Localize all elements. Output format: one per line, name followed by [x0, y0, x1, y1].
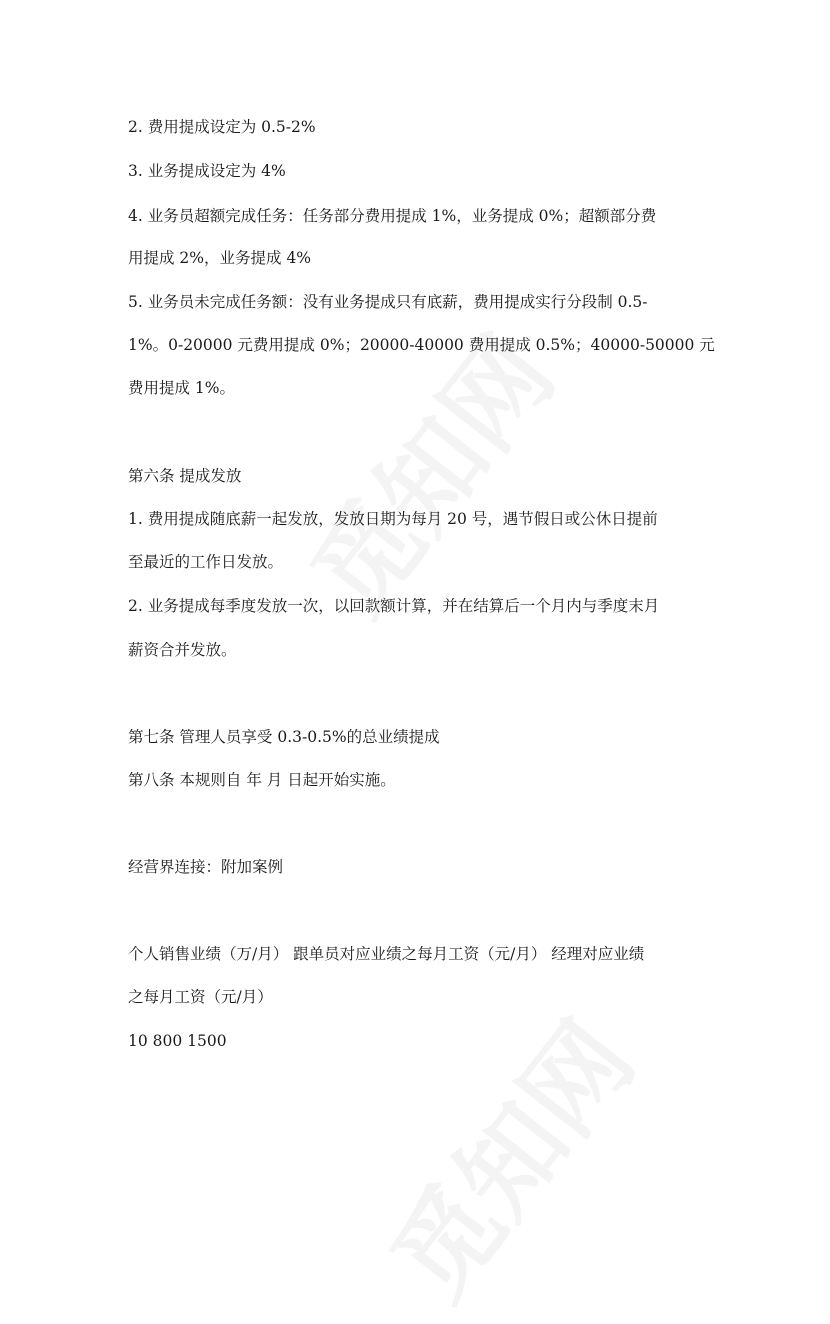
paragraph-line: 3. 业务提成设定为 4% — [128, 162, 286, 180]
paragraph-line: 至最近的工作日发放。 — [128, 553, 284, 571]
paragraph-line: 5. 业务员未完成任务额：没有业务提成只有底薪，费用提成实行分段制 0.5- — [128, 293, 648, 311]
table-header-line: 之每月工资（元/月） — [128, 988, 273, 1006]
paragraph-line: 1. 费用提成随底薪一起发放，发放日期为每月 20 号，遇节假日或公休日提前 — [128, 510, 658, 528]
paragraph-line: 2. 业务提成每季度发放一次，以回款额计算，并在结算后一个月内与季度末月 — [128, 597, 660, 615]
paragraph-line: 薪资合并发放。 — [128, 641, 237, 659]
table-row-line: 10 800 1500 — [128, 1032, 227, 1050]
paragraph-line: 1%。0-20000 元费用提成 0%；20000-40000 费用提成 0.5%；40000-50000 元 — [128, 336, 715, 354]
section-heading: 第六条 提成发放 — [128, 467, 242, 485]
watermark — [351, 986, 661, 1324]
section-heading: 经营界连接：附加案例 — [128, 858, 284, 876]
section-heading: 第八条 本规则自 年 月 日起开始实施。 — [128, 771, 396, 789]
paragraph-line: 2. 费用提成设定为 0.5-2% — [128, 118, 316, 136]
table-header-line: 个人销售业绩（万/月） 跟单员对应业绩之每月工资（元/月） 经理对应业绩 — [128, 945, 645, 963]
paragraph-line: 用提成 2%，业务提成 4% — [128, 249, 312, 267]
paragraph-line: 4. 业务员超额完成任务：任务部分费用提成 1%，业务提成 0%；超额部分费 — [128, 207, 657, 225]
paragraph-line: 费用提成 1%。 — [128, 379, 236, 397]
section-heading: 第七条 管理人员享受 0.3-0.5%的总业绩提成 — [128, 728, 440, 746]
